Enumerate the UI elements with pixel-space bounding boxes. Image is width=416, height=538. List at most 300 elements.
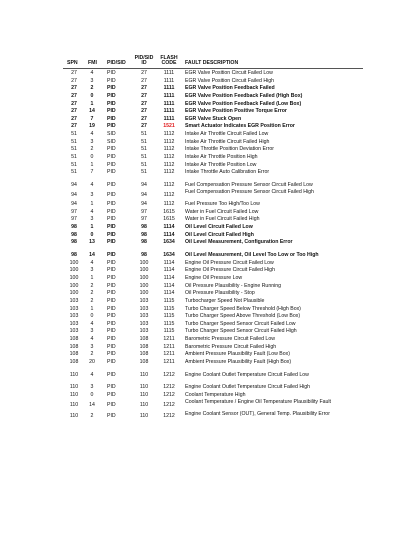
table-row <box>63 146 363 154</box>
table-row <box>63 70 363 78</box>
cell-flash-code: 1211 <box>163 359 175 366</box>
cell-pid-sid-id: 97 <box>141 216 147 223</box>
table-row <box>63 169 363 177</box>
cell-fault-description: Engine Coolant Outlet Temperature Circuit Failed High <box>185 384 311 391</box>
cell-flash-code: 1634 <box>163 239 175 246</box>
cell-fault-description: Engine Oil Pressure Low <box>185 274 243 281</box>
cell-pid-sid: PID <box>107 297 116 304</box>
cell-pid-sid: PID <box>107 216 116 223</box>
header-pid-sid: PID/SID <box>107 60 126 67</box>
table-row <box>63 232 363 240</box>
table-row <box>63 411 363 423</box>
cell-pid-sid: PID <box>107 201 116 208</box>
cell-pid-sid-id: 110 <box>139 401 149 408</box>
cell-fmi: 1 <box>90 224 94 231</box>
table-header <box>63 54 363 68</box>
cell-fmi: 4 <box>90 320 94 327</box>
table-body <box>63 70 363 423</box>
cell-fault-description: Coolant Temperature High <box>185 391 246 398</box>
cell-flash-code: 1111 <box>163 108 175 115</box>
cell-spn: 51 <box>71 154 77 161</box>
cell-fault-description: EGR Valve Position Feedback Failed (High Box) <box>185 92 303 99</box>
cell-pid-sid-id: 108 <box>139 343 149 350</box>
cell-pid-sid-id: 51 <box>141 161 147 168</box>
cell-pid-sid-id: 27 <box>141 123 147 130</box>
cell-pid-sid: PID <box>107 290 116 297</box>
cell-pid-sid: PID <box>107 391 116 398</box>
cell-fault-description: Water in Fuel Circuit Failed Low <box>185 208 259 215</box>
cell-pid-sid-id: 27 <box>141 100 147 107</box>
cell-fault-description: Oil Pressure Plausibility - Engine Running <box>185 282 282 289</box>
table-row <box>63 298 363 306</box>
cell-flash-code: 1112 <box>163 154 175 161</box>
table-row <box>63 336 363 344</box>
table-row <box>63 162 363 170</box>
cell-pid-sid: PID <box>107 252 116 259</box>
cell-pid-sid: PID <box>107 259 116 266</box>
cell-fault-description: Turbocharger Speed Not Plausible <box>185 297 265 304</box>
cell-pid-sid: PID <box>107 401 116 408</box>
table-row <box>63 283 363 291</box>
table-row <box>63 351 363 359</box>
cell-pid-sid: PID <box>107 181 116 188</box>
table-row <box>63 275 363 283</box>
cell-flash-code: 1111 <box>163 85 175 92</box>
table-row <box>63 290 363 298</box>
table-row <box>63 224 363 232</box>
cell-spn: 27 <box>71 115 77 122</box>
table-row <box>63 131 363 139</box>
table-row <box>63 209 363 217</box>
cell-fmi: 4 <box>90 371 94 378</box>
cell-fault-description: Intake Throttle Position Deviation Error <box>185 146 274 153</box>
cell-spn: 98 <box>71 224 77 231</box>
cell-fmi: 0 <box>90 391 94 398</box>
cell-fault-description: EGR Valve Stuck Open <box>185 115 242 122</box>
cell-fault-description: Intake Air Throttle Position Low <box>185 161 257 168</box>
cell-flash-code: 1212 <box>163 391 175 398</box>
cell-flash-code: 1112 <box>163 191 175 198</box>
cell-spn: 51 <box>71 161 77 168</box>
cell-pid-sid-id: 94 <box>141 201 147 208</box>
cell-spn: 100 <box>69 290 79 297</box>
cell-pid-sid-id: 27 <box>141 85 147 92</box>
cell-fmi: 2 <box>90 290 94 297</box>
cell-fault-description: Ambient Pressure Plausibility Fault (High Box) <box>185 359 292 366</box>
cell-fmi: 2 <box>90 146 94 153</box>
table-row <box>63 101 363 109</box>
cell-pid-sid-id: 51 <box>141 169 147 176</box>
cell-fault-description: Water in Fuel Circuit Failed High <box>185 216 260 223</box>
cell-fault-description: Engine Oil Pressure Circuit Failed High <box>185 267 275 274</box>
cell-pid-sid-id: 108 <box>139 336 149 343</box>
cell-pid-sid-id: 27 <box>141 92 147 99</box>
cell-pid-sid-id: 97 <box>141 208 147 215</box>
table-row <box>63 201 363 209</box>
cell-pid-sid: PID <box>107 239 116 246</box>
cell-spn: 98 <box>71 252 77 259</box>
table-row <box>63 321 363 329</box>
cell-spn: 108 <box>69 359 79 366</box>
cell-fmi: 2 <box>90 351 94 358</box>
cell-fault-description: Turbo Charger Speed Below Threshold (High Box) <box>185 305 301 312</box>
cell-pid-sid: PID <box>107 343 116 350</box>
cell-fault-description: Intake Throttle Auto Calibration Error <box>185 169 270 176</box>
cell-fmi: 14 <box>89 108 95 115</box>
table-row <box>63 108 363 116</box>
cell-spn: 110 <box>69 413 79 420</box>
cell-pid-sid: PID <box>107 384 116 391</box>
cell-pid-sid: PID <box>107 77 116 84</box>
cell-pid-sid: PID <box>107 154 116 161</box>
cell-pid-sid-id: 110 <box>139 384 149 391</box>
cell-spn: 100 <box>69 267 79 274</box>
cell-fault-description: Engine Coolant Sensor (OUT), General Temp. Plausibility Error <box>185 410 330 417</box>
header-spn: SPN <box>67 60 78 67</box>
cell-flash-code: 1112 <box>163 201 175 208</box>
cell-fault-description: Oil Level Circuit Failed High <box>185 231 254 238</box>
cell-pid-sid: PID <box>107 231 116 238</box>
cell-spn: 100 <box>69 259 79 266</box>
cell-fmi: 1 <box>90 274 94 281</box>
cell-spn: 51 <box>71 146 77 153</box>
cell-flash-code: 1112 <box>163 146 175 153</box>
cell-spn: 27 <box>71 85 77 92</box>
cell-fault-description: Oil Level Measurement, Oil Level Too Low or Too High <box>185 252 319 259</box>
cell-fault-description: Intake Air Throttle Circuit Failed Low <box>185 131 269 138</box>
cell-pid-sid: PID <box>107 85 116 92</box>
cell-flash-code: 1212 <box>163 401 175 408</box>
cell-spn: 108 <box>69 336 79 343</box>
cell-pid-sid: PID <box>107 108 116 115</box>
cell-fmi: 13 <box>89 239 95 246</box>
cell-fault-description: Engine Oil Pressure Circuit Failed Low <box>185 259 274 266</box>
cell-spn: 103 <box>69 297 79 304</box>
cell-spn: 110 <box>69 384 79 391</box>
table-row <box>63 313 363 321</box>
cell-flash-code: 1615 <box>163 208 175 215</box>
cell-flash-code: 1115 <box>163 320 175 327</box>
cell-fmi: 2 <box>90 413 94 420</box>
cell-fmi: 1 <box>90 201 94 208</box>
cell-pid-sid: PID <box>107 169 116 176</box>
table-row <box>63 239 363 247</box>
cell-fault-description: Coolant Temperature / Engine Oil Temperature Plausibility Fault <box>185 399 331 406</box>
cell-spn: 100 <box>69 282 79 289</box>
cell-pid-sid: PID <box>107 224 116 231</box>
cell-spn: 94 <box>71 201 77 208</box>
table-row <box>63 328 363 336</box>
cell-pid-sid-id: 51 <box>141 154 147 161</box>
cell-fmi: 3 <box>90 267 94 274</box>
cell-spn: 110 <box>69 401 79 408</box>
cell-fmi: 3 <box>90 343 94 350</box>
cell-fmi: 4 <box>90 70 94 76</box>
cell-fmi: 3 <box>90 191 94 198</box>
cell-fmi: 2 <box>90 297 94 304</box>
cell-fmi: 4 <box>90 181 94 188</box>
cell-flash-code: 1212 <box>163 371 175 378</box>
cell-fmi: 3 <box>90 138 94 145</box>
table-row <box>63 123 363 131</box>
cell-fault-description: Turbo Charger Speed Sensor Circuit Failed High <box>185 328 297 335</box>
cell-pid-sid: PID <box>107 70 116 76</box>
cell-fmi: 3 <box>90 77 94 84</box>
cell-pid-sid-id: 103 <box>139 313 149 320</box>
cell-pid-sid-id: 27 <box>141 108 147 115</box>
table-row <box>63 154 363 162</box>
cell-pid-sid: SID <box>107 138 116 145</box>
cell-pid-sid: PID <box>107 328 116 335</box>
table-row <box>63 216 363 224</box>
cell-pid-sid-id: 108 <box>139 351 149 358</box>
cell-flash-code: 1112 <box>163 138 175 145</box>
cell-fmi: 0 <box>90 92 94 99</box>
cell-fmi: 20 <box>89 359 95 366</box>
table-row <box>63 344 363 352</box>
header-fmi: FMI <box>88 60 97 67</box>
cell-fmi: 7 <box>90 169 94 176</box>
cell-pid-sid-id: 110 <box>139 371 149 378</box>
cell-fault-description: Intake Air Throttle Circuit Failed High <box>185 138 270 145</box>
cell-spn: 27 <box>71 123 77 130</box>
cell-pid-sid: PID <box>107 359 116 366</box>
cell-pid-sid-id: 103 <box>139 320 149 327</box>
cell-spn: 51 <box>71 131 77 138</box>
cell-flash-code: 1112 <box>163 181 175 188</box>
cell-spn: 108 <box>69 343 79 350</box>
cell-fmi: 3 <box>90 328 94 335</box>
cell-spn: 97 <box>71 216 77 223</box>
cell-spn: 108 <box>69 351 79 358</box>
cell-fmi: 3 <box>90 384 94 391</box>
cell-pid-sid-id: 100 <box>139 274 149 281</box>
cell-pid-sid: PID <box>107 336 116 343</box>
cell-pid-sid-id: 100 <box>139 267 149 274</box>
cell-fmi: 14 <box>89 252 95 259</box>
cell-fault-description: Barometric Pressure Circuit Failed Low <box>185 336 275 343</box>
cell-spn: 94 <box>71 191 77 198</box>
cell-pid-sid: PID <box>107 371 116 378</box>
cell-pid-sid-id: 100 <box>139 282 149 289</box>
cell-spn: 94 <box>71 181 77 188</box>
cell-fault-description: Barometric Pressure Circuit Failed High <box>185 343 277 350</box>
cell-pid-sid-id: 94 <box>141 181 147 188</box>
cell-spn: 27 <box>71 70 77 76</box>
cell-fault-description: EGR Valve Position Feedback Failed (Low Box) <box>185 100 302 107</box>
cell-fault-description: Oil Pressure Plausibility - Stop <box>185 290 255 297</box>
cell-pid-sid: PID <box>107 100 116 107</box>
cell-fault-description: Intake Air Throttle Position High <box>185 154 258 161</box>
cell-fmi: 0 <box>90 154 94 161</box>
cell-fmi: 0 <box>90 231 94 238</box>
header-fault-description: FAULT DESCRIPTION <box>185 60 239 67</box>
cell-fmi: 1 <box>90 161 94 168</box>
header-rule <box>63 68 363 69</box>
cell-pid-sid: PID <box>107 282 116 289</box>
cell-pid-sid-id: 100 <box>139 259 149 266</box>
cell-pid-sid-id: 51 <box>141 131 147 138</box>
cell-flash-code: 1111 <box>163 77 175 84</box>
cell-spn: 103 <box>69 313 79 320</box>
cell-flash-code: 1111 <box>163 115 175 122</box>
cell-flash-code: 1115 <box>163 305 175 312</box>
cell-fmi: 14 <box>89 401 95 408</box>
cell-flash-code: 1212 <box>163 413 175 420</box>
table-row <box>63 260 363 268</box>
cell-spn: 110 <box>69 371 79 378</box>
cell-fmi: 1 <box>90 305 94 312</box>
cell-flash-code: 1112 <box>163 161 175 168</box>
cell-spn: 110 <box>69 391 79 398</box>
cell-flash-code: 1114 <box>163 259 175 266</box>
cell-fmi: 4 <box>90 131 94 138</box>
table-row <box>63 267 363 275</box>
cell-pid-sid: PID <box>107 351 116 358</box>
cell-fault-description: EGR Valve Position Circuit Failed High <box>185 77 274 84</box>
cell-pid-sid: PID <box>107 191 116 198</box>
cell-pid-sid-id: 103 <box>139 305 149 312</box>
cell-fault-description: Turbo Charger Speed Above Threshold (Low Box) <box>185 313 301 320</box>
header-pid-sid-id: PID/SID ID <box>134 54 154 67</box>
cell-flash-code: 1211 <box>163 351 175 358</box>
cell-spn: 51 <box>71 138 77 145</box>
cell-flash-code: 1114 <box>163 290 175 297</box>
cell-fmi: 19 <box>89 123 95 130</box>
cell-fault-description: Fuel Compensation Pressure Sensor Circuit Failed Low <box>185 181 313 188</box>
cell-fmi: 1 <box>90 100 94 107</box>
cell-fault-description: Oil Level Circuit Failed Low <box>185 224 253 231</box>
cell-fmi: 7 <box>90 115 94 122</box>
cell-pid-sid: PID <box>107 92 116 99</box>
cell-spn: 98 <box>71 231 77 238</box>
cell-flash-code: 1211 <box>163 336 175 343</box>
cell-fault-description: EGR Valve Position Circuit Failed Low <box>185 70 273 76</box>
table-row <box>63 400 363 412</box>
cell-pid-sid-id: 108 <box>139 359 149 366</box>
cell-pid-sid-id: 103 <box>139 297 149 304</box>
cell-fault-description: EGR Valve Position Positive Torque Error <box>185 108 287 115</box>
cell-fault-description: Turbo Charger Speed Sensor Circuit Failed Low <box>185 320 296 327</box>
fault-code-table <box>63 54 363 423</box>
cell-fmi: 4 <box>90 208 94 215</box>
cell-fault-description: EGR Valve Position Feedback Failed <box>185 85 275 92</box>
cell-pid-sid: PID <box>107 161 116 168</box>
cell-pid-sid: PID <box>107 146 116 153</box>
cell-flash-code: 1521 <box>163 123 175 130</box>
table-row <box>63 139 363 147</box>
cell-flash-code: 1115 <box>163 328 175 335</box>
table-row <box>63 93 363 101</box>
cell-flash-code: 1111 <box>163 92 175 99</box>
cell-spn: 51 <box>71 169 77 176</box>
cell-flash-code: 1634 <box>163 252 175 259</box>
cell-flash-code: 1212 <box>163 384 175 391</box>
cell-flash-code: 1115 <box>163 297 175 304</box>
cell-pid-sid: PID <box>107 123 116 130</box>
cell-pid-sid: PID <box>107 320 116 327</box>
cell-spn: 103 <box>69 320 79 327</box>
table-row <box>63 85 363 93</box>
cell-flash-code: 1111 <box>163 100 175 107</box>
table-row <box>63 116 363 124</box>
cell-fault-description: Fuel Compensation Pressure Sensor Circuit Failed High <box>185 189 314 196</box>
cell-fault-description: Engine Coolant Outlet Temperature Circuit Failed Low <box>185 371 309 378</box>
cell-flash-code: 1114 <box>163 282 175 289</box>
cell-pid-sid: PID <box>107 305 116 312</box>
cell-fault-description: Ambient Pressure Plausibility Fault (Low Box) <box>185 351 290 358</box>
table-row <box>63 252 363 260</box>
cell-spn: 103 <box>69 328 79 335</box>
cell-fault-description: Fuel Pressure Too High/Too Low <box>185 201 260 208</box>
cell-pid-sid-id: 110 <box>139 391 149 398</box>
cell-pid-sid-id: 51 <box>141 146 147 153</box>
cell-pid-sid-id: 98 <box>141 239 147 246</box>
cell-flash-code: 1115 <box>163 313 175 320</box>
cell-flash-code: 1114 <box>163 224 175 231</box>
table-row <box>63 306 363 314</box>
cell-pid-sid-id: 100 <box>139 290 149 297</box>
cell-fmi: 4 <box>90 336 94 343</box>
cell-spn: 100 <box>69 274 79 281</box>
cell-pid-sid: PID <box>107 313 116 320</box>
cell-spn: 98 <box>71 239 77 246</box>
cell-flash-code: 1111 <box>163 70 175 76</box>
cell-flash-code: 1112 <box>163 131 175 138</box>
cell-flash-code: 1615 <box>163 216 175 223</box>
cell-pid-sid-id: 94 <box>141 191 147 198</box>
table-row <box>63 78 363 86</box>
cell-pid-sid-id: 98 <box>141 224 147 231</box>
cell-pid-sid: PID <box>107 274 116 281</box>
cell-pid-sid-id: 103 <box>139 328 149 335</box>
table-row <box>63 190 363 202</box>
cell-pid-sid: PID <box>107 115 116 122</box>
cell-spn: 27 <box>71 108 77 115</box>
cell-pid-sid-id: 27 <box>141 77 147 84</box>
cell-pid-sid-id: 51 <box>141 138 147 145</box>
table-row <box>63 359 363 367</box>
cell-pid-sid-id: 27 <box>141 115 147 122</box>
cell-pid-sid: SID <box>107 131 116 138</box>
cell-fault-description: Smart Actuator Indicates EGR Position Error <box>185 123 295 130</box>
cell-flash-code: 1114 <box>163 231 175 238</box>
cell-pid-sid-id: 110 <box>139 413 149 420</box>
cell-spn: 97 <box>71 208 77 215</box>
cell-fmi: 4 <box>90 259 94 266</box>
cell-flash-code: 1114 <box>163 274 175 281</box>
cell-flash-code: 1112 <box>163 169 175 176</box>
cell-fmi: 3 <box>90 216 94 223</box>
cell-spn: 103 <box>69 305 79 312</box>
cell-fmi: 0 <box>90 313 94 320</box>
cell-spn: 27 <box>71 100 77 107</box>
cell-pid-sid-id: 98 <box>141 231 147 238</box>
cell-flash-code: 1211 <box>163 343 175 350</box>
cell-pid-sid: PID <box>107 267 116 274</box>
table-row <box>63 384 363 392</box>
header-flash-code: FLASH CODE <box>160 54 178 67</box>
cell-pid-sid-id: 98 <box>141 252 147 259</box>
cell-fault-description: Oil Level Measurement, Configuration Error <box>185 239 293 246</box>
cell-pid-sid-id: 27 <box>141 70 147 76</box>
cell-spn: 27 <box>71 77 77 84</box>
cell-pid-sid: PID <box>107 208 116 215</box>
table-row <box>63 372 363 380</box>
cell-spn: 27 <box>71 92 77 99</box>
cell-fmi: 2 <box>90 85 94 92</box>
cell-pid-sid: PID <box>107 413 116 420</box>
